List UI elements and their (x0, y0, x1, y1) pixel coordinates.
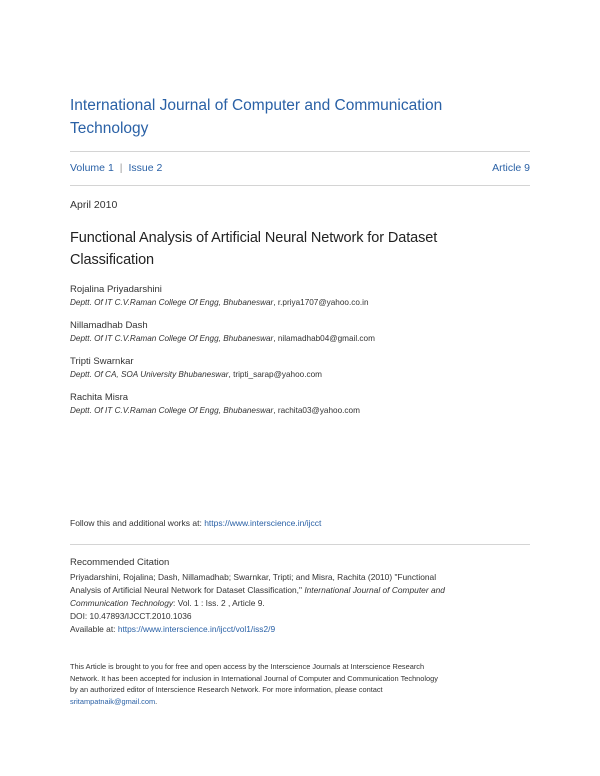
author-affiliation: Deptt. Of IT C.V.Raman College Of Engg, Bhubaneswar (70, 334, 274, 343)
author-affiliation: Deptt. Of CA, SOA University Bhubaneswar (70, 370, 229, 379)
author-name: Rachita Misra (70, 392, 129, 403)
citation-available-link[interactable]: https://www.interscience.in/ijcct/vol1/iss2/9 (117, 624, 276, 634)
publication-date: April 2010 (70, 199, 118, 211)
author-email: tripti_sarap@yahoo.com (233, 370, 322, 379)
author-block: Nillamadhab Dash Deptt. Of IT C.V.Raman College Of Engg, Bhubaneswar, nilamadhab04@gmail.com (70, 320, 530, 345)
follow-text: Follow this and additional works at: (70, 518, 202, 528)
author-block: Tripti Swarnkar Deptt. Of CA, SOA University Bhubaneswar, tripti_sarap@yahoo.com (70, 356, 530, 381)
journal-title-line-1[interactable]: International Journal of Computer and Communication (70, 97, 443, 114)
volume-link[interactable]: Volume 1 (70, 162, 114, 174)
citation-line: Priyadarshini, Rojalina; Dash, Nillamadhab; Swarnkar, Tripti; and Misra, Rachita (2010) "Functional (70, 572, 437, 582)
notice-line: sritampatnaik@gmail.com. (70, 696, 158, 706)
article-title (70, 227, 510, 271)
citation-journal-name: International Journal of Computer and (304, 585, 445, 595)
notice-line: by an authorized editor of Interscience Research Network. For more information, please contact (70, 685, 383, 694)
author-name: Nillamadhab Dash (70, 320, 148, 331)
follow-line (70, 518, 321, 528)
issue-divider (70, 185, 530, 186)
citation-doi: DOI: 10.47893/IJCCT.2010.1036 (70, 611, 192, 621)
journal-title-line-2[interactable]: Technology (70, 120, 149, 137)
author-name: Tripti Swarnkar (70, 356, 134, 367)
author-block: Rachita Misra Deptt. Of IT C.V.Raman College Of Engg, Bhubaneswar, rachita03@yahoo.com (70, 392, 530, 417)
follow-link[interactable]: https://www.interscience.in/ijcct (204, 518, 322, 528)
author-email: nilamadhab04@gmail.com (277, 334, 375, 343)
open-access-notice (70, 661, 530, 707)
author-affiliation: Deptt. Of IT C.V.Raman College Of Engg, Bhubaneswar (70, 298, 274, 307)
issue-separator: | (119, 162, 123, 174)
author-email: rachita03@yahoo.com (277, 406, 360, 415)
author-affiliation: Deptt. Of IT C.V.Raman College Of Engg, Bhubaneswar (70, 406, 274, 415)
top-divider (70, 151, 530, 152)
article-title-line-2: Classification (70, 252, 155, 268)
citation-journal-name: Communication Technology (70, 598, 174, 608)
notice-line: This Article is brought to you for free and open access by the Interscience Journals at Interscience Research (70, 662, 425, 671)
notice-line: Network. It has been accepted for inclusion in International Journal of Computer and Communication Technology (70, 673, 438, 683)
citation-line: Communication Technology: Vol. 1 : Iss. 2 , Article 9. (70, 598, 265, 608)
issue-link[interactable]: Issue 2 (128, 162, 163, 174)
article-title-line-1: Functional Analysis of Artificial Neural Network for Dataset (70, 230, 438, 246)
citation-divider (70, 544, 530, 545)
article-number-link[interactable]: Article 9 (492, 162, 530, 174)
contact-email-link[interactable]: sritampatnaik@gmail.com (70, 696, 156, 706)
author-name: Rojalina Priyadarshini (70, 284, 162, 295)
issue-bar (70, 162, 530, 178)
citation-heading: Recommended Citation (70, 557, 170, 568)
journal-title[interactable] (70, 94, 510, 140)
author-block: Rojalina Priyadarshini Deptt. Of IT C.V.Raman College Of Engg, Bhubaneswar, r.priya1707@yahoo.co.in (70, 284, 530, 309)
citation-available: Available at: https://www.interscience.in/ijcct/vol1/iss2/9 (70, 624, 276, 634)
citation-text (70, 571, 530, 636)
citation-line: Analysis of Artificial Neural Network for Dataset Classification," International Journal of Computer and (70, 585, 445, 595)
author-email: r.priya1707@yahoo.co.in (277, 298, 369, 307)
